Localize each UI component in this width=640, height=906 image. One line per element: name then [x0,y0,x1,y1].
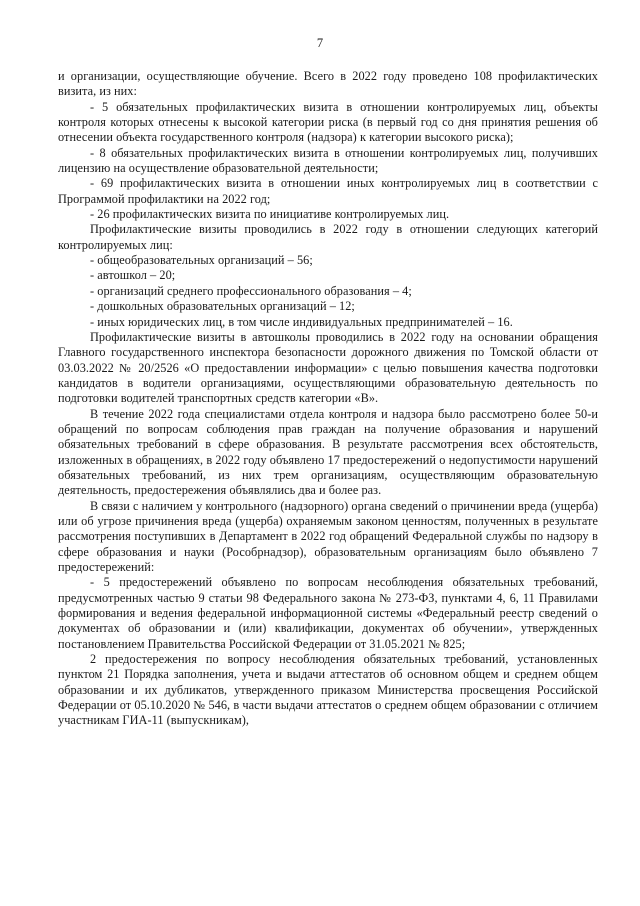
paragraph-driving-schools-basis: Профилактические визиты в автошколы проводились в 2022 году на основании обращения Главного государственного инспектора безопасности дорожного движения по Томской области от 03.03.2022 № 20/2526 «О предоставлении информации» с целью повышения качества подготовки кандидатов в водители организациями, осуществляющими образовательную деятельность по подготовки водителей транспортных средств категории «В». [58,329,598,406]
paragraph-harm-warnings: В связи с наличием у контрольного (надзорного) органа сведений о причинении вреда (ущерба) или об угрозе причинения вреда (ущерба) охраняемым законом ценностям, полученных в результате рассмотрения поступивших в Департамент в 2022 год обращений Федеральной службы по надзору в сфере образования и науки (Рособрнадзор), образовательным организациям было объявлено 7 предостережений: [58,498,598,574]
list-item-visits-initiative: - 26 профилактических визита по инициативе контролируемых лиц. [90,207,450,222]
paragraph-appeals-review: В течение 2022 года специалистами отдела контроля и надзора было рассмотрено более 50-и обращений по вопросам соблюдения прав граждан на получение образования и нарушений обязательных требований в сфере образования. В результате рассмотрения всех обстоятельств, изложенных в обращениях, в 2022 году объявлено 17 предостережений о недопустимости нарушений обязательных требований, из них трем организациям, осуществляющим образовательную деятельность, предостережения объявлялись два и более раз. [58,406,598,498]
list-item-preschool: - дошкольных образовательных организаций – 12; [90,299,355,314]
list-item-five-warnings: - 5 предостережений объявлено по вопросам несоблюдения обязательных требований, предусмотренных частью 9 статьи 98 Федерального закона № 273-ФЗ, пунктами 4, 6, 11 Правилами формирования и ведения федеральной информационной системы «Федеральный реестр сведений о документах об образовании и (или) квалификации, документах об обучении», утвержденных постановлением Правительства Российской Федерации от 31.05.2021 № 825; [58,575,598,651]
document-body [58,69,598,729]
list-item-other-entities: - иных юридических лиц, в том числе индивидуальных предпринимателей – 16. [90,314,513,329]
paragraph-two-warnings: 2 предостережения по вопросу несоблюдения обязательных требований, установленных пунктом 21 Порядка заполнения, учета и выдачи аттестатов об основном общем и среднем общем образовании и их дубликатов, утвержденного приказом Министерства просвещения Российской Федерации от 05.10.2020 № 546, в части выдачи аттестатов о среднем общем образовании с отличием участникам ГИА-11 (выпускникам), [58,652,598,728]
list-item-visits-program: - 69 профилактических визита в отношении иных контролируемых лиц в соответствии с Программой профилактики на 2022 год; [58,176,598,206]
list-item-driving-schools: - автошкол – 20; [90,268,176,283]
list-item-visits-licensed: - 8 обязательных профилактических визита в отношении контролируемых лиц, получивших лицензию на осуществление образовательной деятельности; [58,145,598,176]
list-item-general-education: - общеобразовательных организаций – 56; [90,253,313,268]
paragraph-visit-categories: Профилактические визиты проводились в 2022 году в отношении следующих категорий контролируемых лиц: [58,222,598,252]
paragraph-intro-continuation: и организации, осуществляющие обучение. Всего в 2022 году проведено 108 профилактических визита, из них: [58,69,598,99]
list-item-visits-high-risk: - 5 обязательных профилактических визита в отношении контролируемых лиц, объекты контроля которых отнесены к высокой категории риска (в первый год со дня принятия решения об отнесении объекта государственного контроля (надзора) к категории высокого риска); [58,99,598,145]
page-number: 7 [316,36,324,50]
list-item-vocational: - организаций среднего профессионального образования – 4; [90,283,412,298]
